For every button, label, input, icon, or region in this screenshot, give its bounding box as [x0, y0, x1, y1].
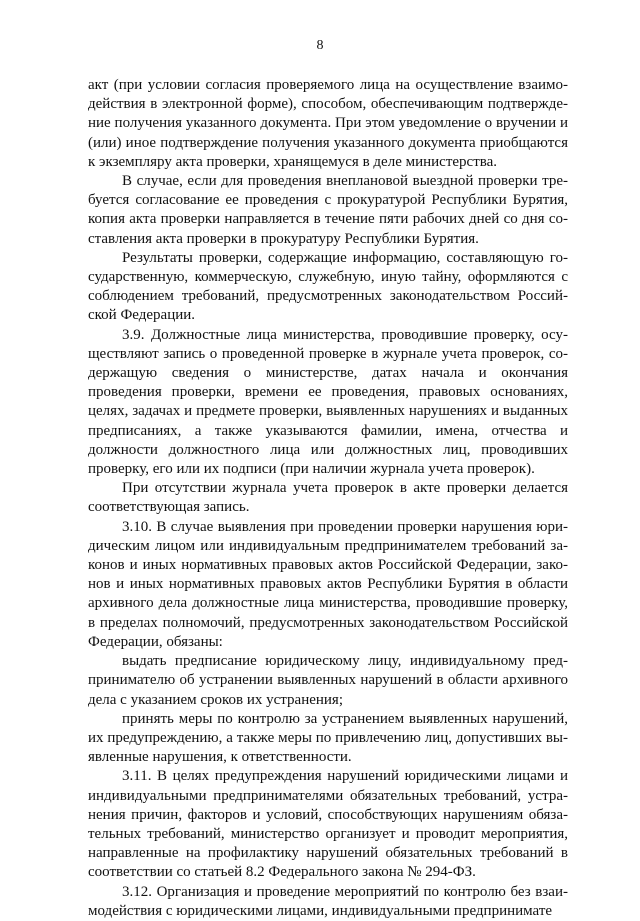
- paragraph-7: выдать предписание юридическому лицу, индивидуальному предпринимателю об устранении выявленных нарушений в области архивного дела с указанием сроков их устранения;: [88, 653, 568, 708]
- paragraph-5: При отсутствии журнала учета проверок в акте проверки делается соответствующая запись.: [88, 480, 568, 516]
- paragraph-3-9: 3.9. Должностные лица министерства, проводившие проверку, осуществляют запись о проведенной проверке в журнале учета проверок, содержащую сведения о министерстве, датах начала и окончания проведения проверки, времени ее проведения, правовых основаниях, целях, задачах и предмете проверки, выявленных нарушениях и выданных предписаниях, а также указываются фамилии, имена, отчества и должности должностного лица или должностных лиц, проводивших проверку, его или их подписи (при наличии журнала учета проверок).: [88, 326, 568, 478]
- paragraph-3-10: 3.10. В случае выявления при проведении проверки нарушения юридическим лицом или индивидуальным предпринимателем требований законов и иных нормативных правовых актов Российской Федерации, законов и иных нормативных правовых актов Республики Бурятия в области архивного дела должностные лица министерства, проводившие проверку, в пределах полномочий, предусмотренных законодательством Российской Федерации, обязаны:: [88, 518, 568, 650]
- paragraph-3: Результаты проверки, содержащие информацию, составляющую государственную, коммерческую, служебную, иную тайну, оформляются с соблюдением требований, предусмотренных законодательством Российской Федерации.: [88, 249, 568, 324]
- paragraph-1: акт (при условии согласия проверяемого лица на осуществление взаимодействия в электронной форме), способом, обеспечивающим подтверждение получения указанного документа. При этом уведомление о вручении и (или) иное подтверждение получения указанного документа приобщаются к экземпляру акта проверки, хранящемуся в деле министерства.: [88, 77, 568, 170]
- paragraph-8: принять меры по контролю за устранением выявленных нарушений, их предупреждению, а также меры по привлечению лиц, допустивших выявленные нарушения, к ответственности.: [88, 710, 568, 766]
- paragraph-2: В случае, если для проведения внеплановой выездной проверки требуется согласование ее проведения с прокуратурой Республики Бурятия, копия акта проверки направляется в течение пяти рабочих дней со дня составления акта проверки в прокуратуру Республики Бурятия.: [88, 173, 568, 247]
- page-number: 8: [316, 38, 324, 53]
- paragraph-3-12: 3.12. Организация и проведение мероприятий по контролю без взаимодействия с юридическими лицами, индивидуальными предпринимате: [88, 883, 568, 919]
- paragraph-3-11: 3.11. В целях предупреждения нарушений юридическими лицами и индивидуальными предпринимателями обязательных требований, устранения причин, факторов и условий, способствующих нарушениям обязательных требований, министерство организует и проводит мероприятия, направленные на профилактику нарушений обязательных требований в соответствии со статьей 8.2 Федерального закона № 294-ФЗ.: [88, 768, 568, 881]
- document-body: [88, 76, 568, 921]
